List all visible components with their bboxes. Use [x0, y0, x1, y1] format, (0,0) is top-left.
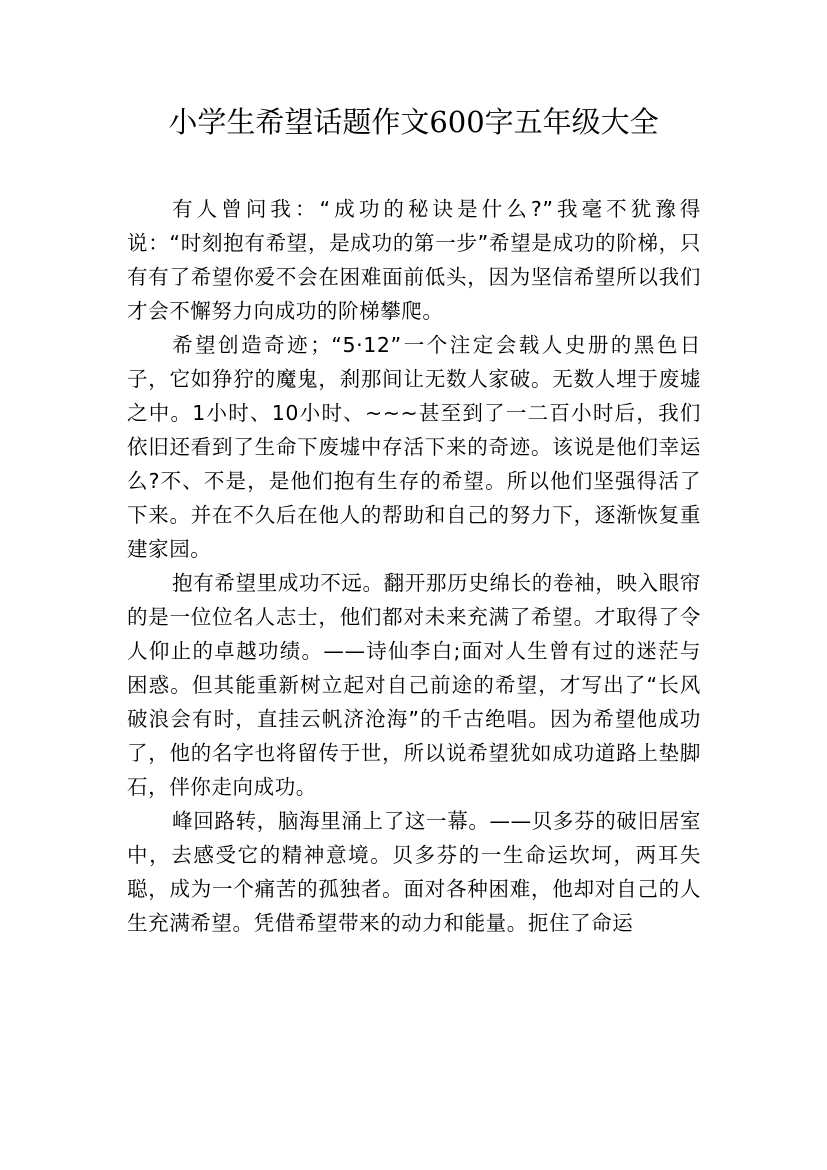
paragraph-3: 抱有希望里成功不远。翻开那历史绵长的卷袖，映入眼帘的是一位位名人志士，他们都对未来充满了希望。才取得了令人仰止的卓越功绩。——诗仙李白;面对人生曾有过的迷茫与困惑。但其能重新树立起对自己前途的希望，才写出了“长风破浪会有时，直挂云帆济沧海”的千古绝唱。因为希望他成功了，他的名字也将留传于世，所以说希望犹如成功道路上垫脚石，伴你走向成功。 — [127, 571, 701, 799]
document-body — [127, 192, 701, 940]
paragraph-2: 希望创造奇迹；“5·12”一个注定会载人史册的黑色日子，它如狰狞的魔鬼，刹那间让无数人家破。无数人埋于废墟之中。1小时、10小时、~~~甚至到了一二百小时后，我们依旧还看到了生命下废墟中存活下来的奇迹。该说是他们幸运么?不、不是，是他们抱有生存的希望。所以他们坚强得活了下来。并在不久后在他人的帮助和自己的努力下，逐渐恢复重建家园。 — [127, 333, 701, 561]
document-title: 小学生希望话题作文600字五年级大全 — [168, 105, 659, 139]
paragraph-1: 有人曾问我：“成功的秘诀是什么?”我毫不犹豫得说：“时刻抱有希望，是成功的第一步”希望是成功的阶梯，只有有了希望你爱不会在困难面前低头，因为坚信希望所以我们才会不懈努力向成功的阶梯攀爬。 — [127, 197, 701, 323]
paragraph-4: 峰回路转，脑海里涌上了这一幕。——贝多芬的破旧居室中，去感受它的精神意境。贝多芬的一生命运坎坷，两耳失聪，成为一个痛苦的孤独者。面对各种困难，他却对自己的人生充满希望。凭借希望带来的动力和能量。扼住了命运 — [127, 809, 701, 935]
